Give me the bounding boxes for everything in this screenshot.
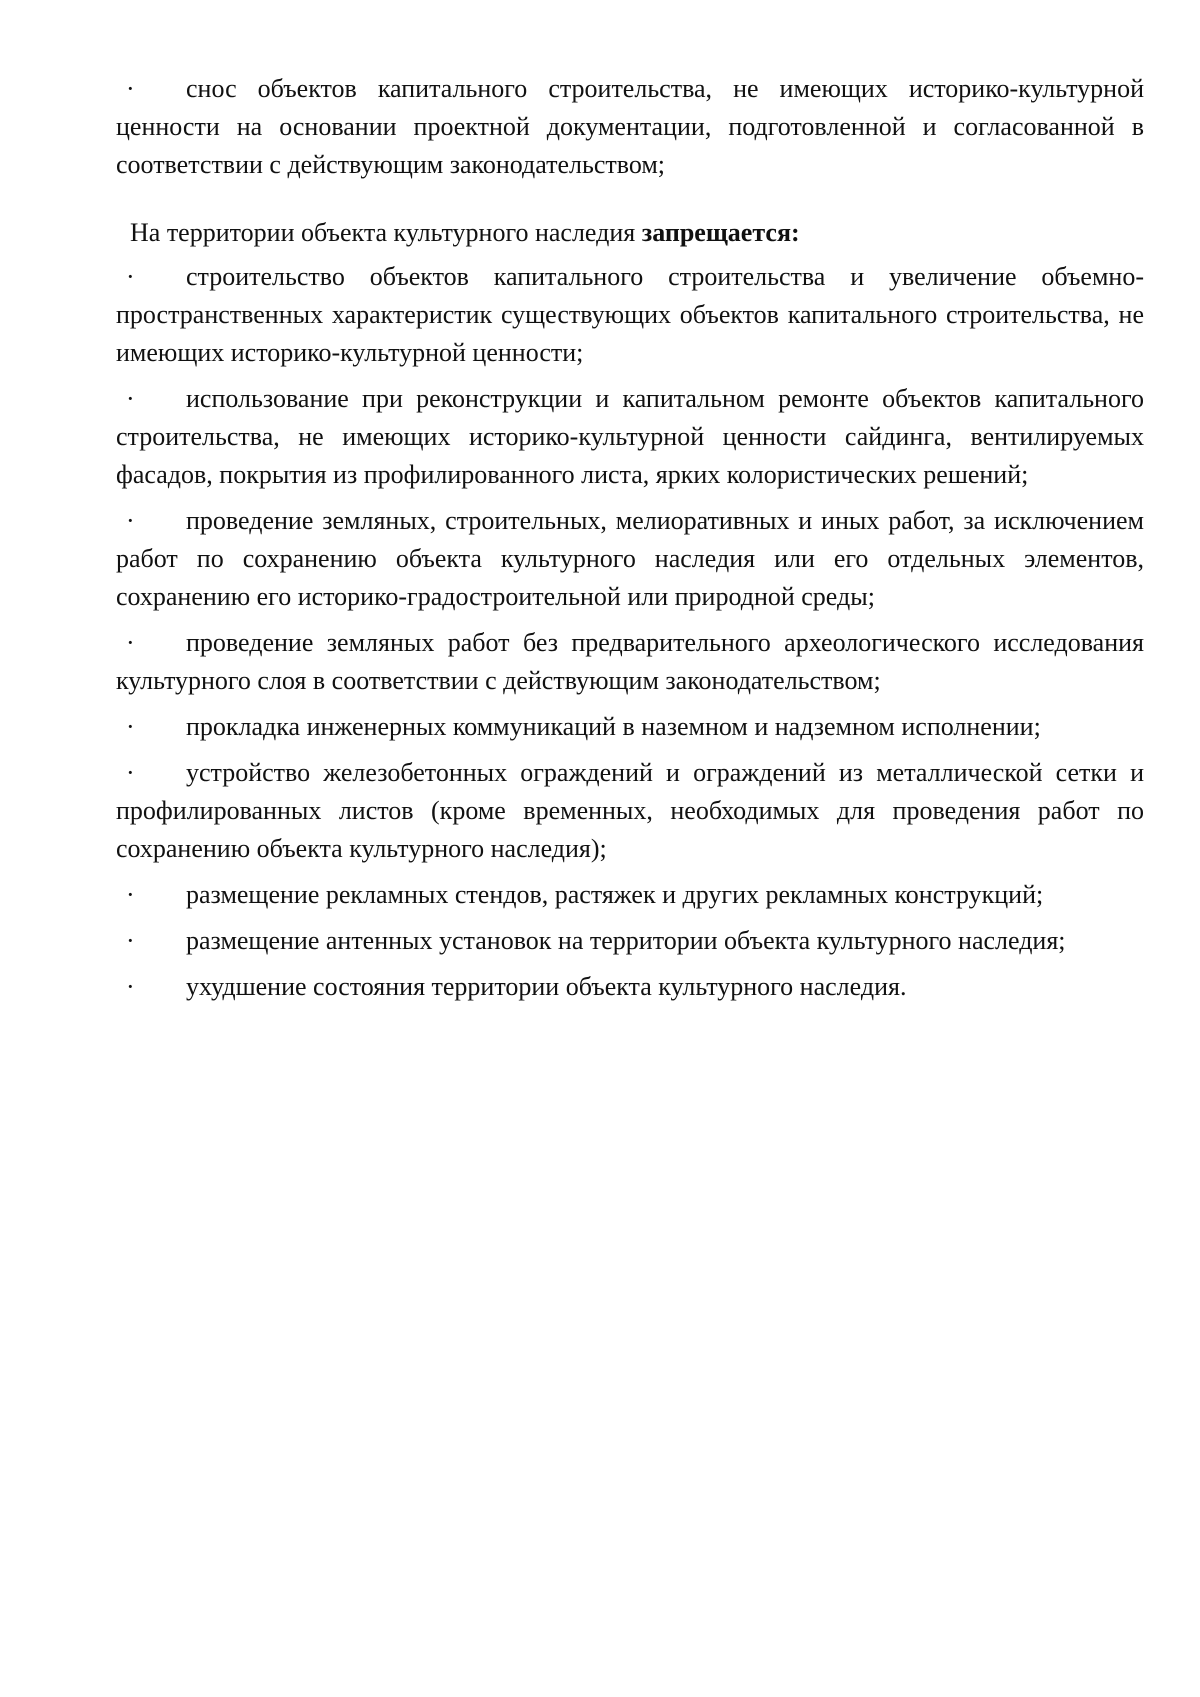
list-item-text: размещение антенных установок на территории объекта культурного наследия; [186,926,1066,955]
bullet-marker: · [126,74,135,103]
list-item [116,708,1144,746]
list-item [116,380,1144,494]
list-item-text: прокладка инженерных коммуникаций в наземном и надземном исполнении; [186,712,1041,741]
section-heading-bold: запрещается: [641,218,800,247]
list-item-text: строительство объектов капитального строительства и увеличение объемно-пространственных характеристик существующих объектов капитального строительства, не имеющих историко-культурной ценности; [116,262,1144,367]
bullet-marker: · [126,712,135,741]
bullet-marker: · [126,262,135,291]
list-item-text: проведение земляных, строительных, мелиоративных и иных работ, за исключением работ по сохранению объекта культурного наследия или его отдельных элементов, сохранению его историко-градостроительной или природной среды; [116,506,1144,611]
bullet-marker: · [126,384,135,413]
list-item [116,968,1144,1006]
bullet-marker: · [126,758,135,787]
bullet-marker: · [126,506,135,535]
list-item-intro [116,70,1144,184]
list-item-text: размещение рекламных стендов, растяжек и других рекламных конструкций; [186,880,1044,909]
list-item [116,754,1144,868]
list-item [116,922,1144,960]
bullet-marker: · [126,972,135,1001]
bullet-marker: · [126,880,135,909]
list-item-text: ухудшение состояния территории объекта культурного наследия. [186,972,907,1001]
section-heading-text: На территории объекта культурного наследия [130,218,642,247]
section-heading [130,214,1144,252]
list-item [116,876,1144,914]
bullet-marker: · [126,926,135,955]
list-item-text: устройство железобетонных ограждений и ограждений из металлической сетки и профилированных листов (кроме временных, необходимых для проведения работ по сохранению объекта культурного наследия); [116,758,1144,863]
list-item-text: снос объектов капитального строительства, не имеющих историко-культурной ценности на основании проектной документации, подготовленной и согласованной в соответствии с действующим законодательством; [116,74,1144,179]
list-item [116,502,1144,616]
list-item-text: использование при реконструкции и капитальном ремонте объектов капитального строительства, не имеющих историко-культурной ценности сайдинга, вентилируемых фасадов, покрытия из профилированного листа, ярких колористических решений; [116,384,1144,489]
list-item-text: проведение земляных работ без предварительного археологического исследования культурного слоя в соответствии с действующим законодательством; [116,628,1144,695]
document-page [116,70,1144,1014]
list-item [116,624,1144,700]
list-item [116,258,1144,372]
bullet-marker: · [126,628,135,657]
